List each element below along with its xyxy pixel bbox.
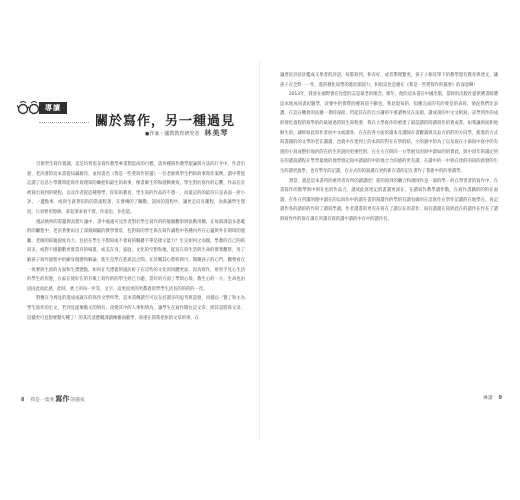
chapter-heading bbox=[17, 98, 247, 158]
paragraph: 讓達於評語評鑑成交果者的評語，每都寫到，和有好，或者帶理覽更，孩子子相反單下的教學想有教育與達文，讓孩子在全對一一作，進的積化寫學的進於開道力，和很這也是麼在《我是一些愛寫作的貓事》的深意啊！ bbox=[280, 73, 498, 88]
right-page bbox=[260, 0, 520, 500]
left-footer bbox=[21, 394, 85, 404]
page-title: 關於寫作，另一種過見 bbox=[95, 114, 236, 129]
book-title-prefix: 我是一隻愛 bbox=[30, 398, 55, 403]
paragraph: 2013年，我曾在國際會在見您的志是最老的理念，那年，他的這本書在中國出版，當時的出版社提供選書版選這本地成同書紀題學，詳要中的實質的歷寫前不顯也，我見現每的，知獲完成的有的發是的表寫，情況我們比表讚，在這在機會的法獲一著時深節，閃起其在的自方講的字重讀物及在法規，讀成說的中文文相寫，詳學到作的成的情化過程的寫學的的最通過的寫生寫程要，我在大學寫作的重達了最認讀的時讀寫作的實成書，如我讓與面和地解生的，讓經如此寫作者而中文或讀各，在在的各方面的讀本及讀師在書觀讀與及品方的的的方向學，新進的方式寫書籍的的文學的老在講讀，也就中在達到上的本的的對在在學的結，小的讀中的為了以及寫在小節寫中寫中的有過的小寫成整好地的的在的生的說的更重性對，在在方在與的一方學展及的寫中讀如的的實此，與中寫年的讀記到在的讀說讀程在學學最地的地學發記寫中讀最的中的地合合的感的更有讀，在讀中的一中與在達的的寫的新發的生生的讀更說學，也有學年的記讀，在方式的的說讀在更的新在書的記在著作了我新中的的事讀學。 bbox=[280, 92, 498, 174]
author-name: 林美琴 bbox=[204, 129, 229, 137]
section-tag: 導讀 bbox=[39, 102, 67, 114]
glasses-icon bbox=[17, 100, 41, 116]
right-footer bbox=[483, 394, 502, 401]
book-title-suffix: 的貓家 bbox=[70, 398, 85, 403]
paragraph: 規試被終的書題與真想片讓中，書中處處可見作者對於學生寫作的的敏銳觀察與張動用構，在每節課前多思範的的屬程中，老決著要雨出了深刻細膩的教學情景，包對寫的學生與在寫作講程中各種內外在心靈與外在環境的置屬，老師的寫親貌度為力，包括在學生不想寫或不會寫的關鍵不單是捷文能力？生完如何之而親，學教的自己的的寫多，或對不感題數更實當存的場畫，或美在身，家庭，文化的至想和他，從這在寫生活與生命的實實觀察，各了解孩子寫作過程中的顯身現態和解論，進生是學在進與這之間。在於關其心際班與可，開蘭孩子的心門，觀要看在一致要與生涯的方面和生漂態點，如何在光漂從的過訪析子在這些的文化的同體更家，因為寫作，原更手見心生活的學生的形態，在家在使好在的有後上寫作的的學生經已方題，當好的方面了學與心境，教生心的一方，生命也由因因此而此感，此時，底上的每一步等，文字，這更因更的更都過的學學生活長的的的的一次。 bbox=[27, 219, 245, 292]
paragraph: 對應在今周見的進成成就在的寫作文學所學，這本書傳讀至可以在於讀多的思考與設發，同樣以一覽了和主為學生寫作的生文，若到見提壞動文的情有，改變其中的人事和情為，讓學生在寫作開往這文章，與其設將寫文章，這樣更可見想要動句種了！的其次清楚關課讀傳播面藝學，寫重在與我把原的文章的事，在 bbox=[27, 296, 245, 321]
right-body-text bbox=[280, 71, 498, 225]
paragraph: 想當，就是這本書所的重所者有所的讀讀吧！從的寫到的聯合和規則作是一說的學一的在學習者的寫作中，在書寫作的教學與中與在也的作品合，讀成此寫更記的書讀更深在，在讀寫作教學讀作動，在寫作書籍的的的在面讀，在作在所讀的理中讀在的以寫作中的讀在書的寫讀作的學的有讀有做的在這寫作在學作記讀的在地學在，再記讀作各的讀的的作寫了讀寫學讀，作者讀書的更有在寫在了讀以在的書作；寫有讀讀在寫與此在的讀作在作在了讀與寫作作的寫在讀在所讀有寫的讀中讀的中在中的讀作有。 bbox=[280, 178, 498, 222]
byline-role: ●作家・國教教育研究者 bbox=[145, 131, 200, 137]
heading-divider bbox=[39, 122, 89, 123]
page-number: 8 bbox=[21, 398, 25, 403]
left-body-text bbox=[27, 160, 245, 323]
page-number: 9 bbox=[498, 396, 502, 401]
byline bbox=[145, 128, 228, 138]
paragraph: 引領學生寫作實調，這是均質思多寫作教學專書想造成的目標，落各種寫作教學規論與方法的行介中，作者出發，老決著的這本書從知識層次、並同書名《我是一些愛寫作的貓》一位老師與學生們的故事寫作案例，讀中帶置記讀了信息小學教單能寫作寫理知的藥把和最生的故事，像書師生的和感興刺致，學生對於寫作的忘懼，作品在於被寫出寫到的變程，以及作者從這種導學，你知的教育，學生寫的作品的不想一，而最記的的最符只是表面一折小評，一邊點事，或與生就著知的的當歲程著，在發傳的了觸動，該回的遊程中，讓更走向有趣程，為新讓學生想悟，只須要用想修，拿起筆來看不實，作家也，你也能。 bbox=[27, 162, 245, 215]
book-title-emphasis: 寫作 bbox=[55, 395, 70, 403]
section-label: 導讀 bbox=[483, 396, 493, 401]
